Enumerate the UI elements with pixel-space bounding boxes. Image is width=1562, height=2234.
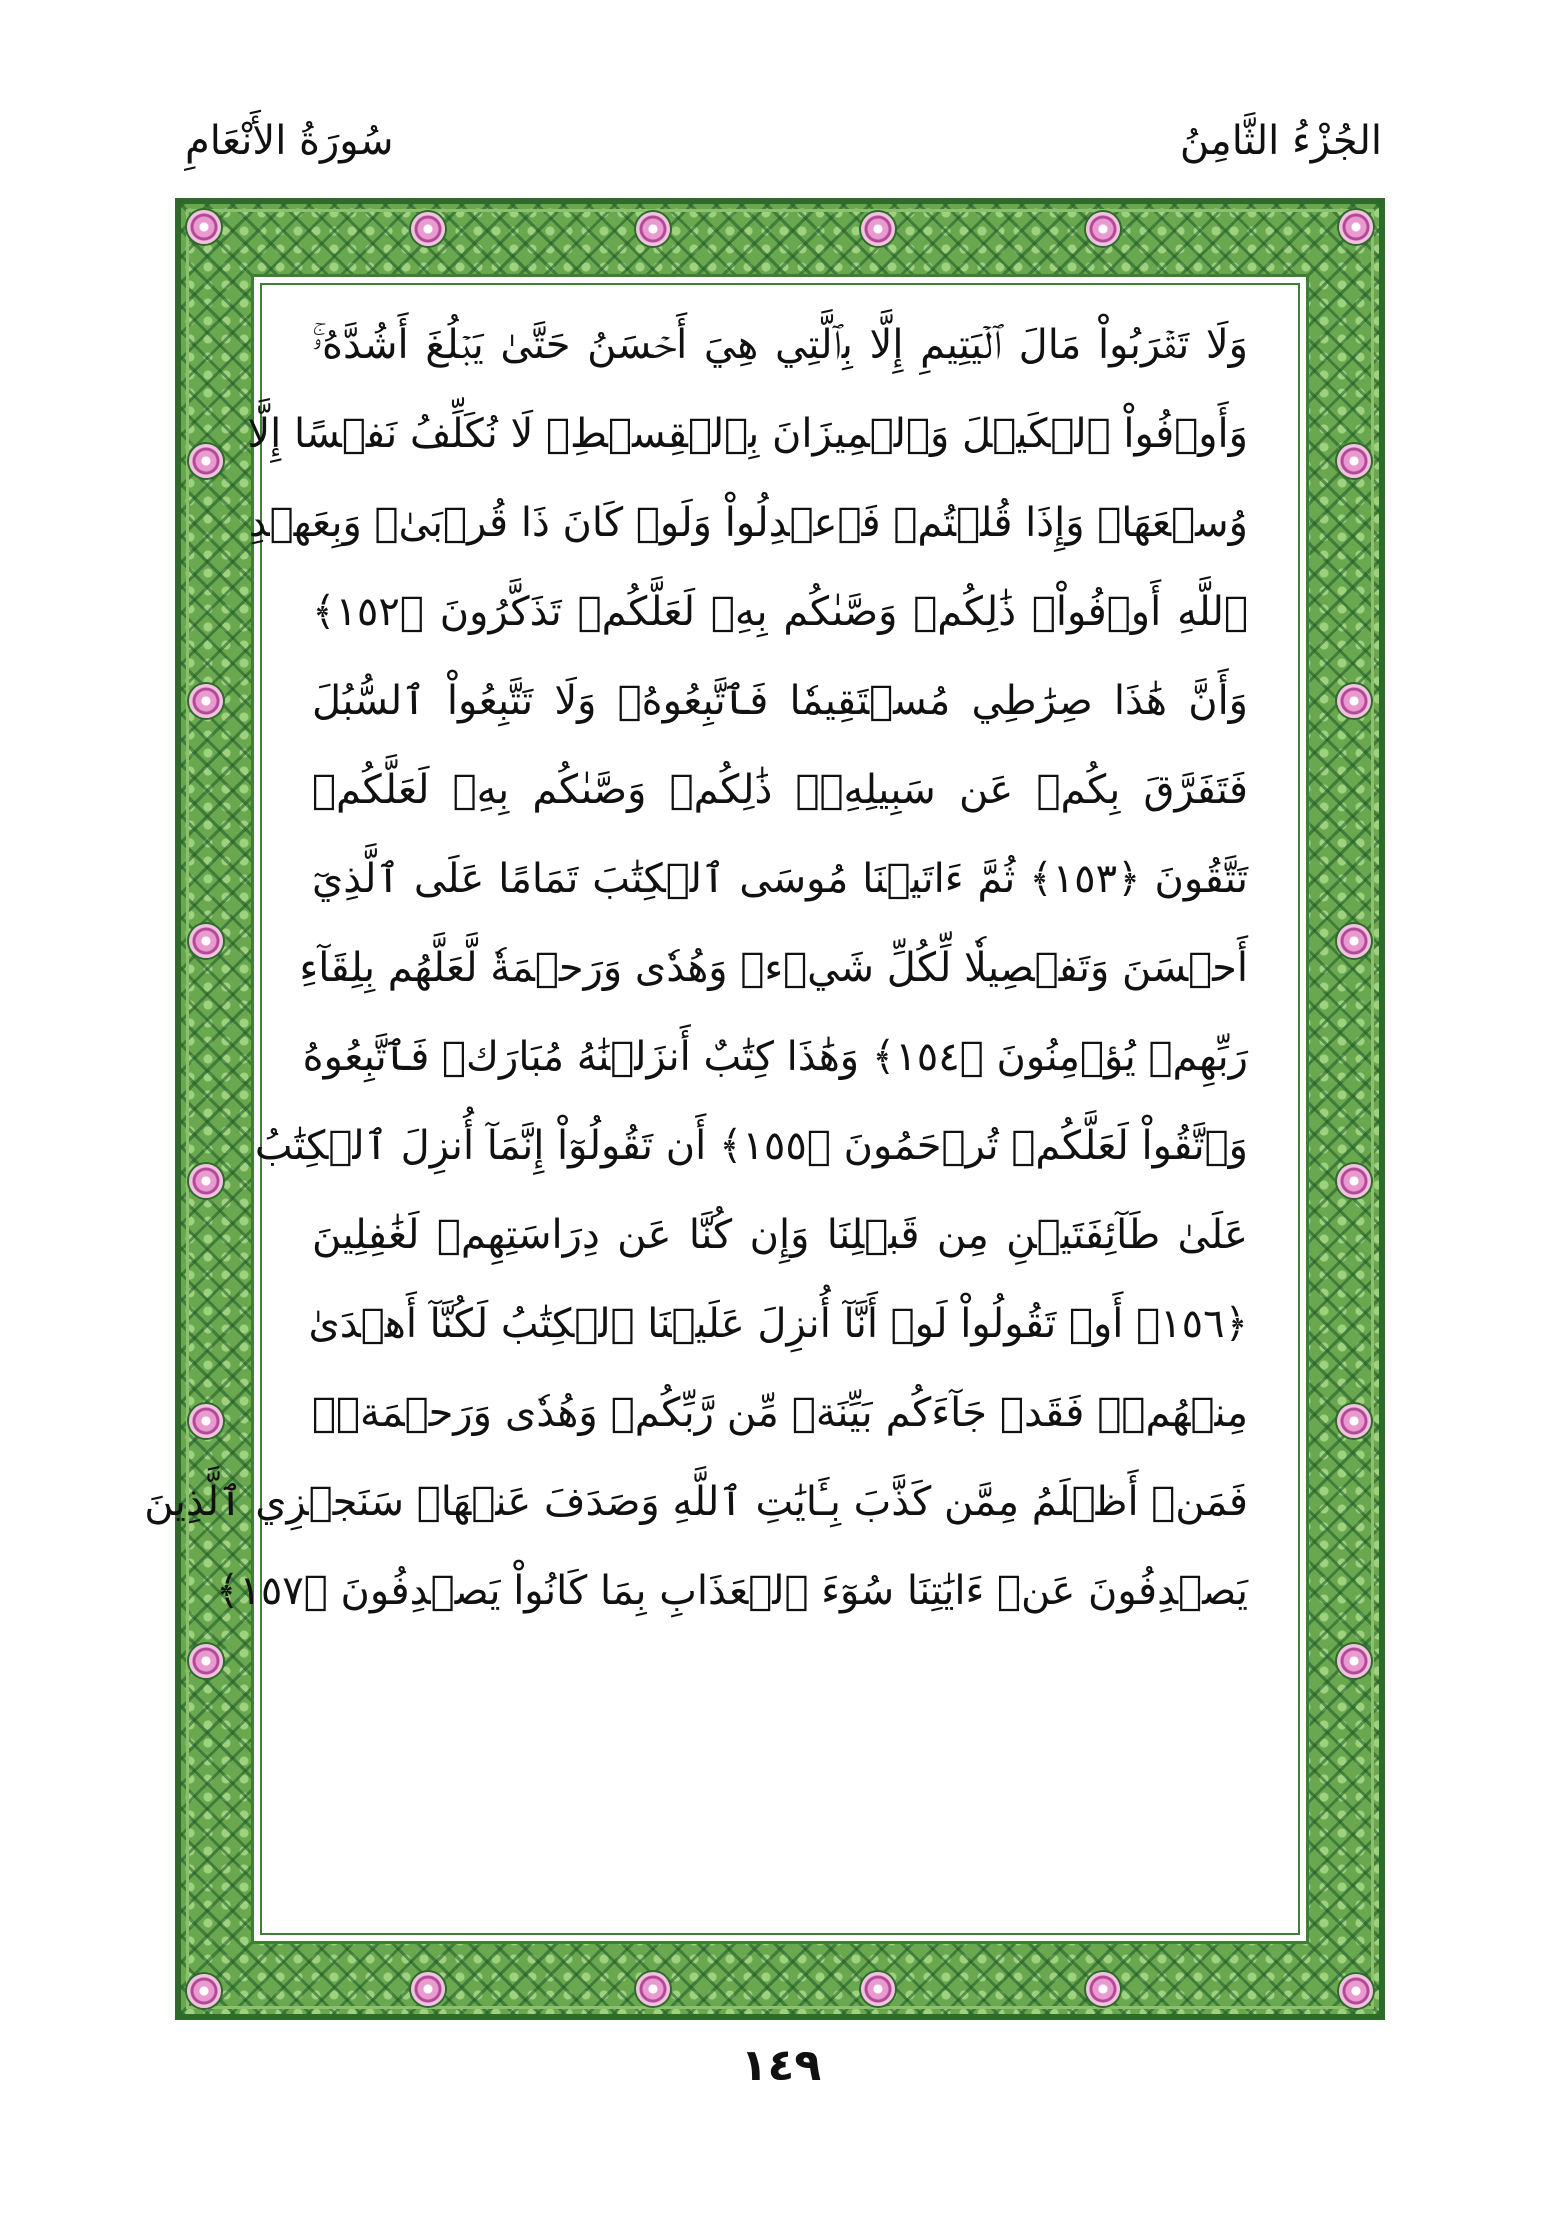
decorative-border [144,198,1385,2020]
juz-header: الجُزْءُ الثَّامِنُ [1179,118,1382,164]
rosette-icon [1337,684,1371,718]
text-line: وَٱتَّقُواْ لَعَلَّكُمۡ تُرۡحَمُونَ ﴿١٥٥﴾ أَن تَقُولُوٓاْ إِنَّمَآ أُنزِلَ ٱلۡكِتَٰبُ [254,1123,1248,1169]
corner-rosette-icon [1339,1974,1373,2008]
rosette-icon [636,1972,670,2006]
text-line: ٱللَّهِ أَوۡفُواْۚ ذَٰلِكُمۡ وَصَّىٰكُم بِهِۦ لَعَلَّكُمۡ تَذَكَّرُونَ ﴿١٥٢﴾ [312,589,1248,635]
text-line: عَلَىٰ طَآئِفَتَيۡنِ مِن قَبۡلِنَا وَإِن كُنَّا عَن دِرَاسَتِهِمۡ لَغَٰفِلِينَ [312,1212,1248,1258]
rosette-icon [1337,1404,1371,1438]
rosette-icon [189,684,223,718]
text-line: وَلَا تَقۡرَبُواْ مَالَ ٱلۡيَتِيمِ إِلَّا بِٱلَّتِي هِيَ أَحۡسَنُ حَتَّىٰ يَبۡلُغَ أَشُدَّهُۥۚ [312,322,1248,368]
rosette-icon [861,212,895,246]
rosette-icon [189,444,223,478]
rosette-icon [189,1164,223,1198]
page-number: ١٤٩ [740,2040,822,2091]
rosette-icon [189,1644,223,1678]
text-line: تَتَّقُونَ ﴿١٥٣﴾ ثُمَّ ءَاتَيۡنَا مُوسَى ٱلۡكِتَٰبَ تَمَامًا عَلَى ٱلَّذِيٓ [312,856,1248,902]
text-line: ﴿١٥٦﴾ أَوۡ تَقُولُواْ لَوۡ أَنَّآ أُنزِلَ عَلَيۡنَا ٱلۡكِتَٰبُ لَكُنَّآ أَهۡدَىٰ [308,1301,1248,1347]
rosette-icon [861,1972,895,2006]
rosette-icon [1337,924,1371,958]
text-line: فَتَفَرَّقَ بِكُمۡ عَن سَبِيلِهِۦۚ ذَٰلِكُمۡ وَصَّىٰكُم بِهِۦ لَعَلَّكُمۡ [312,767,1248,813]
text-line: يَصۡدِفُونَ عَنۡ ءَايَٰتِنَا سُوٓءَ ٱلۡعَذَابِ بِمَا كَانُواْ يَصۡدِفُونَ ﴿١٥٧﴾ [215,1568,1248,1614]
text-panel [144,274,1309,1944]
surah-header: سُورَةُ الأَنْعَامِ [185,118,394,164]
rosette-icon [1337,1164,1371,1198]
rosette-icon [411,212,445,246]
corner-rosette-icon [187,1974,221,2008]
text-line: وَأَنَّ هَٰذَا صِرَٰطِي مُسۡتَقِيمٗا فَٱتَّبِعُوهُۖ وَلَا تَتَّبِعُواْ ٱلسُّبُلَ [312,678,1248,724]
rosette-icon [411,1972,445,2006]
rosette-icon [1086,1972,1120,2006]
corner-rosette-icon [1339,210,1373,244]
verse-text [144,301,1248,1923]
rosette-icon [1337,1644,1371,1678]
text-line: وُسۡعَهَاۖ وَإِذَا قُلۡتُمۡ فَٱعۡدِلُواْ وَلَوۡ كَانَ ذَا قُرۡبَىٰۖ وَبِعَهۡدِ [248,500,1248,546]
rosette-icon [636,212,670,246]
text-line: مِنۡهُمۡۚ فَقَدۡ جَآءَكُم بَيِّنَةٞ مِّن رَّبِّكُمۡ وَهُدٗى وَرَحۡمَةٞۚ [312,1390,1248,1436]
text-line: وَأَوۡفُواْ ٱلۡكَيۡلَ وَٱلۡمِيزَانَ بِٱلۡقِسۡطِۖ لَا نُكَلِّفُ نَفۡسًا إِلَّا [247,411,1248,457]
rosette-icon [1086,212,1120,246]
text-line: فَمَنۡ أَظۡلَمُ مِمَّن كَذَّبَ بِـَٔايَٰتِ ٱللَّهِ وَصَدَفَ عَنۡهَاۗ سَنَجۡزِي ٱلَّذِينَ [144,1479,1248,1525]
rosette-icon [189,924,223,958]
text-line: أَحۡسَنَ وَتَفۡصِيلٗا لِّكُلِّ شَيۡءٖ وَهُدٗى وَرَحۡمَةٗ لَّعَلَّهُم بِلِقَآءِ [299,945,1248,991]
corner-rosette-icon [187,210,221,244]
text-line: رَبِّهِمۡ يُؤۡمِنُونَ ﴿١٥٤﴾ وَهَٰذَا كِتَٰبٌ أَنزَلۡنَٰهُ مُبَارَكٞ فَٱتَّبِعُوهُ [302,1034,1248,1080]
rosette-icon [1337,444,1371,478]
rosette-icon [189,1404,223,1438]
